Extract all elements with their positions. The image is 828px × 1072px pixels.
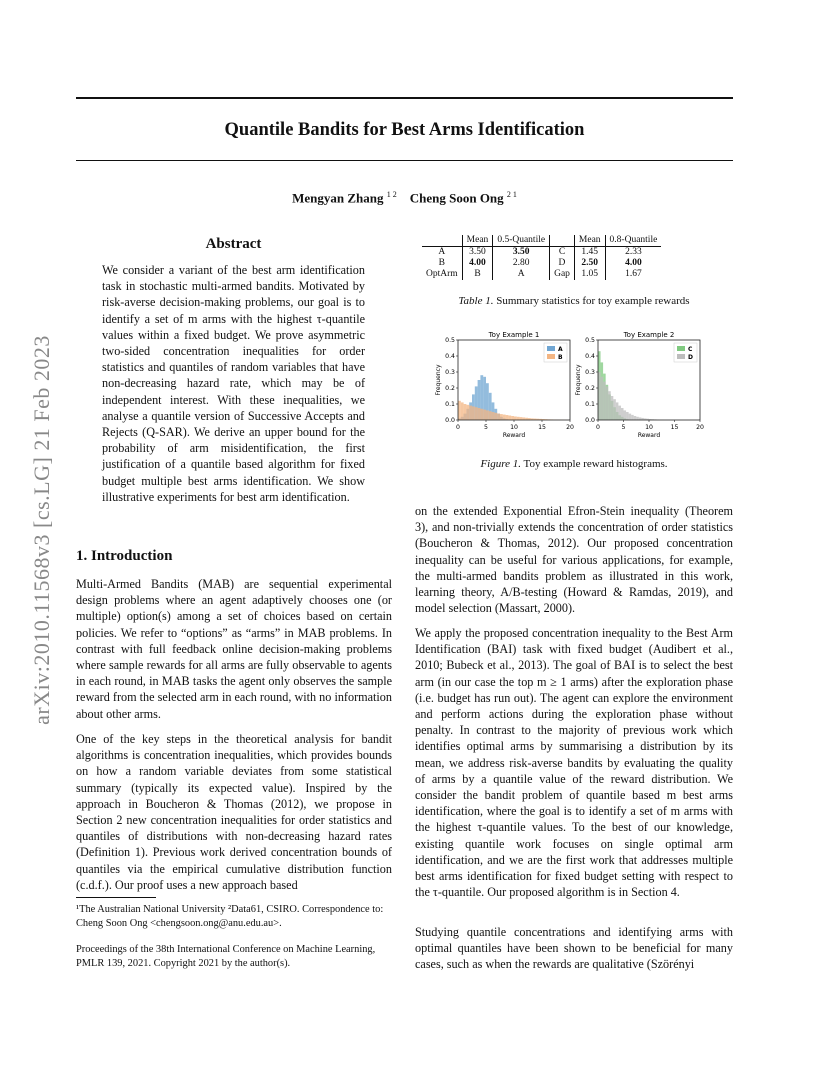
intro-paragraph-1: Multi-Armed Bandits (MAB) are sequential experimental design problems where an agent adaptively chooses one (or multiple) option(s) among a set of choices based on certain policies. We refer to “options” as “arms” in MAB problems. In contrast with full feedback online decision-making problems where sample rewards for all arms are fully observable to agents in each round, in MAB tasks the agent only observes the sample reward from the selected arm in each round, with no information about other arms. (76, 577, 392, 721)
histogram-bar (611, 396, 614, 420)
table-cell: A (438, 247, 446, 257)
histogram-bar (508, 416, 511, 420)
x-axis-label: Reward (637, 432, 661, 439)
histogram-bar (618, 406, 621, 420)
abstract-text: We consider a variant of the best arm identification task in stochastic multi-armed bandits. Motivated by risk-averse decision-making problems, our goal is to identify a set of m arms with the highest τ-quantile values within a fixed budget. We prove asymmetric two-sided concentration inequalities for order statistics and quantiles of random variables that have non-decreasing hazard rate, which may be of independent interest. With these inequalities, we analyse a quantile version of Successive Accepts and Rejects (Q-SAR). We derive an upper bound for the probability of arm misidentification, the first justification of a quantile based algorithm for fixed budget multiple best arms identification. We show illustrative experiments for best arm identification. (102, 263, 365, 504)
author-name: Mengyan Zhang (292, 190, 384, 206)
histogram-bar (466, 405, 469, 420)
histogram-bar (606, 386, 609, 420)
y-tick-label: 0.1 (445, 401, 455, 408)
right-paragraph-2: We apply the proposed concentration inequality to the Best Arm Identification (BAI) task with fixed budget (Audibert et al., 2010; Bubeck et al., 2013). The goal of BAI is to select the best arm (in our case the top m ≥ 1 arms) after the exploration phase (i.e. budget has run out). The agent can explore the environment and perform actions during the exploration phase without penalty. In contrast to the majority of previous work which identifies optimal arms by summarising a distribution by its mean, we address risk-averse bandits by evaluating the quality of arms by a quantile value of the reward distribution. We consider the bandit problem of quantile based m best arms identification, where the goal is to identify a set of m arms with the highest τ-quantile values. To the best of our knowledge, existing quantile work focuses on single optimal arm identification, and we are the first work that addresses multiple best arms identification for fixed budget setting with respect to the τ-quantile. Our proposed algorithm is in Section 4. (415, 626, 733, 900)
histogram-bar (601, 377, 604, 420)
y-tick-label: 0.3 (445, 369, 455, 376)
histogram-bar (472, 406, 475, 420)
legend-swatch (547, 354, 555, 359)
histogram-bar (603, 382, 606, 420)
table-cell: 4.00 (605, 258, 661, 269)
histogram-bar (517, 417, 520, 420)
histogram-bar (631, 415, 634, 420)
y-axis-label: Frequency (575, 364, 582, 396)
histogram-bar (636, 417, 639, 420)
histogram-bar (497, 414, 500, 420)
author-affiliation: 1 2 (386, 190, 397, 199)
title-rule-top (76, 97, 733, 99)
y-tick-label: 0.1 (585, 401, 595, 408)
y-tick-label: 0.5 (445, 337, 455, 344)
x-tick-label: 5 (484, 424, 488, 431)
table-cell: 4.00 (462, 258, 493, 269)
footnote: ¹The Australian National University ²Data61, CSIRO. Correspondence to: Cheng Soon Ong <chengsoon.ong@anu.edu.au>. (76, 904, 384, 929)
table-cell (550, 235, 575, 247)
table-cell: 2.33 (605, 247, 661, 259)
table-cell: B (462, 269, 493, 280)
table-cell: 1.67 (605, 269, 661, 280)
footnote-rule (76, 897, 156, 898)
histogram-bar (480, 409, 483, 420)
table-row (422, 269, 661, 280)
y-tick-label: 0.0 (445, 417, 455, 424)
table-cell: Mean (574, 235, 605, 247)
intro-paragraph-2: One of the key steps in the theoretical analysis for bandit algorithms is concentration inequalities, which provides bounds on how a random variable deviates from some statistical summary (typically its expected value). Inspired by the approach in Boucheron & Thomas (2012), we propose in Section 2 new concentration inequalities for order statistics and quantiles of distributions with non-decreasing hazard rates (Definition 1). Previous work derived concentration bounds of quantiles via the empirical cumulative distribution function (c.d.f.). Our proof uses a new approach based (76, 732, 392, 892)
legend-swatch (547, 346, 555, 351)
legend-swatch (677, 354, 685, 359)
x-tick-label: 20 (566, 424, 574, 431)
histogram-bar (520, 417, 523, 420)
y-tick-label: 0.0 (585, 417, 595, 424)
figure-caption: Figure 1. Toy example reward histograms. (480, 458, 668, 470)
x-tick-label: 0 (596, 424, 600, 431)
histogram-bar (621, 408, 624, 420)
legend-label: A (558, 346, 563, 353)
summary-table (422, 235, 661, 280)
chart-title: Toy Example 1 (488, 331, 540, 339)
histogram-bar (634, 416, 637, 420)
x-tick-label: 20 (696, 424, 704, 431)
legend-box (544, 343, 567, 362)
y-tick-label: 0.3 (585, 369, 595, 376)
table-cell: 1.05 (574, 269, 605, 280)
abstract-heading: Abstract (205, 236, 262, 252)
histogram-bar (461, 402, 464, 420)
histogram-bar (458, 401, 461, 420)
histogram-bar (478, 408, 481, 420)
y-tick-label: 0.4 (445, 353, 455, 360)
histogram-bar (626, 412, 629, 420)
section-heading: 1. Introduction (76, 548, 173, 564)
table-cell: 3.50 (462, 247, 493, 259)
table-cell: 2.80 (493, 258, 550, 269)
histogram-bar (503, 415, 506, 420)
table-cell: Gap (550, 269, 575, 280)
x-tick-label: 10 (510, 424, 518, 431)
histogram-bar (494, 413, 497, 420)
table-row (422, 258, 661, 269)
histogram-bar (469, 406, 472, 420)
legend-label: C (688, 346, 693, 353)
y-tick-label: 0.2 (585, 385, 595, 392)
table-header-row (422, 235, 661, 247)
x-tick-label: 15 (538, 424, 546, 431)
arxiv-identifier: arXiv:2010.11568v3 [cs.LG] 21 Feb 2023 (29, 335, 54, 725)
reward-histograms (415, 326, 733, 444)
histogram-bar (492, 412, 495, 420)
histogram-bar (511, 416, 514, 420)
histogram-bar (629, 414, 632, 420)
author-affiliation: 2 1 (506, 190, 517, 199)
paper-title: Quantile Bandits for Best Arms Identification (224, 120, 585, 140)
x-axis-label: Reward (502, 432, 526, 439)
proceedings-note: Proceedings of the 38th International Conference on Machine Learning, PMLR 139, 2021. Copyright 2021 by the author(s). (76, 944, 376, 969)
histogram-bar (483, 410, 486, 420)
title-rule-bottom (76, 160, 733, 161)
table-cell (422, 235, 462, 247)
histogram-bar (506, 415, 509, 420)
table-cell: 0.5-Quantile (493, 235, 550, 247)
table-cell: A (493, 269, 550, 280)
y-tick-label: 0.5 (585, 337, 595, 344)
table-cell: 1.45 (574, 247, 605, 259)
histogram-bar (624, 410, 627, 420)
table-cell: Mean (462, 235, 493, 247)
chart-title: Toy Example 2 (623, 331, 675, 339)
histogram-bar (489, 411, 492, 420)
x-tick-label: 5 (621, 424, 626, 431)
histogram-bar (613, 399, 616, 420)
histogram-bar (464, 404, 467, 420)
x-tick-label: 0 (456, 424, 460, 431)
table-cell: B (438, 258, 445, 268)
table-cell: OptArm (426, 269, 458, 279)
y-axis-label: Frequency (435, 364, 442, 396)
histogram-bar (486, 410, 489, 420)
author-list (76, 190, 733, 206)
legend-label: D (688, 354, 693, 361)
histogram-bar (616, 402, 619, 420)
legend-label: B (558, 354, 563, 361)
x-tick-label: 10 (645, 424, 653, 431)
table-cell: C (550, 247, 575, 259)
table-row (422, 247, 661, 259)
histogram-bar (514, 416, 517, 420)
right-paragraph-1: on the extended Exponential Efron-Stein inequality (Theorem 3), and non-trivially extends the concentration of order statistics (Boucheron & Thomas, 2012). Our proposed concentration inequality can be useful for various applications, for example, the multi-armed bandits problem as illustrated in this work, learning theory, A/B-testing (Howard & Ramdas, 2019), and model selection (Massart, 2000). (415, 504, 733, 616)
legend-swatch (677, 346, 685, 351)
histogram-bar (608, 391, 611, 420)
table-cell: 2.50 (574, 258, 605, 269)
table-caption: Table 1. Summary statistics for toy example rewards (458, 295, 690, 307)
legend-box (674, 343, 697, 362)
table-cell: 0.8-Quantile (605, 235, 661, 247)
table-cell: D (550, 258, 575, 269)
histogram-bar (475, 407, 478, 420)
right-paragraph-3: Studying quantile concentrations and identifying arms with optimal quantiles have been shown to be beneficial for many cases, such as when the rewards are qualitative (Szörényi (415, 925, 733, 972)
histogram-bar (500, 414, 503, 420)
y-tick-label: 0.2 (445, 385, 455, 392)
y-tick-label: 0.4 (585, 353, 595, 360)
table-cell: 3.50 (493, 247, 550, 259)
x-tick-label: 15 (670, 424, 679, 431)
author-name: Cheng Soon Ong (409, 190, 504, 206)
